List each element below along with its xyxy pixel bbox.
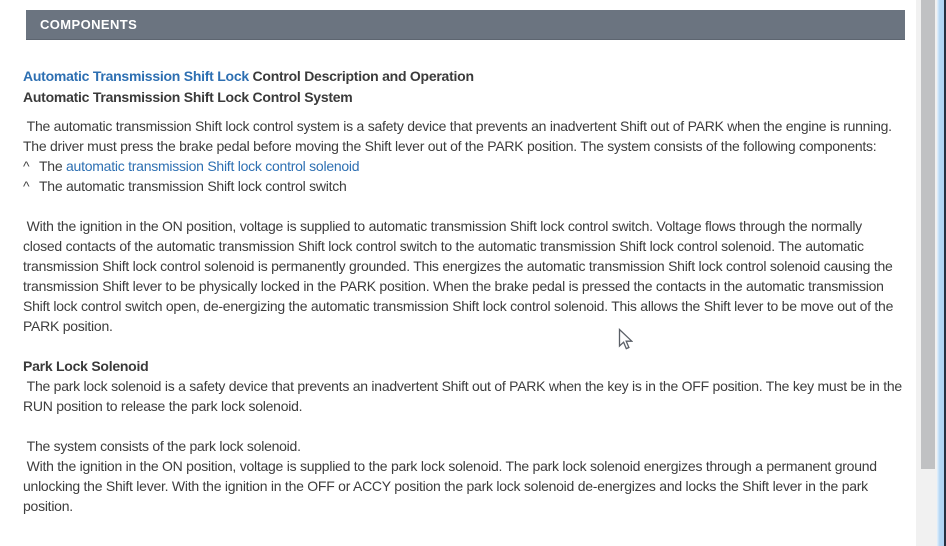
list-item-solenoid <box>23 156 904 176</box>
window-edge-strip <box>937 0 946 546</box>
heading-park-lock-solenoid: Park Lock Solenoid <box>23 358 149 374</box>
vertical-scrollbar[interactable] <box>916 0 937 546</box>
paragraph-park-operation: With the ignition in the ON position, voltage is supplied to the park lock solenoid. The park lock solenoid energizes through a permanent ground unlocking the Shift lever. With the ignition in the OFF or ACCY position the park lock solenoid de-energizes and locks the Shift lever in the park position. <box>23 458 881 514</box>
list-item-prefix: The <box>39 158 67 174</box>
shift-lock-solenoid-link[interactable]: automatic transmission Shift lock control solenoid <box>66 158 360 174</box>
components-section-header[interactable] <box>26 10 905 40</box>
components-section-title: COMPONENTS <box>40 17 138 32</box>
list-item-text: The automatic transmission Shift lock control switch <box>39 178 347 194</box>
list-item-switch <box>23 176 904 196</box>
bullet-caret-marker: ^ <box>23 178 30 194</box>
shift-lock-title-link[interactable]: Automatic Transmission Shift Lock <box>23 68 249 84</box>
page-title <box>23 66 904 86</box>
document-body <box>23 66 904 516</box>
paragraph-operation-detail: With the ignition in the ON position, voltage is supplied to automatic transmission Shift lock control switch. Voltage flows through the normally closed contacts of the automatic transmission Shift lock control switch to the automatic transmission Shift lock control solenoid. The automatic transmission Shift lock control solenoid is permanently grounded. This energizes the automatic transmission Shift lock control solenoid causing the transmission Shift lever to be physically locked in the PARK position. When the brake pedal is pressed the contacts in the automatic transmission Shift lock control switch open, de-energizing the automatic transmission Shift lock control solenoid. This allows the Shift lever to be move out of the PARK position. <box>23 218 897 334</box>
heading-shift-lock-control-system: Automatic Transmission Shift Lock Control System <box>23 89 353 105</box>
page-title-rest: Control Description and Operation <box>248 68 474 84</box>
paragraph-park-lock-intro: The park lock solenoid is a safety device that prevents an inadvertent Shift out of PARK when the key is in the OFF position. The key must be in the RUN position to release the park lock solenoid. <box>23 378 906 414</box>
bullet-caret-marker: ^ <box>23 158 30 174</box>
paragraph-park-system: The system consists of the park lock solenoid. <box>23 438 301 454</box>
paragraph-system-overview: The automatic transmission Shift lock control system is a safety device that prevents an inadvertent Shift out of PARK when the engine is running. The driver must press the brake pedal before moving the Shift lever out of the PARK position. The system consists of the following components: <box>23 118 896 154</box>
scrollbar-thumb[interactable] <box>921 0 935 469</box>
